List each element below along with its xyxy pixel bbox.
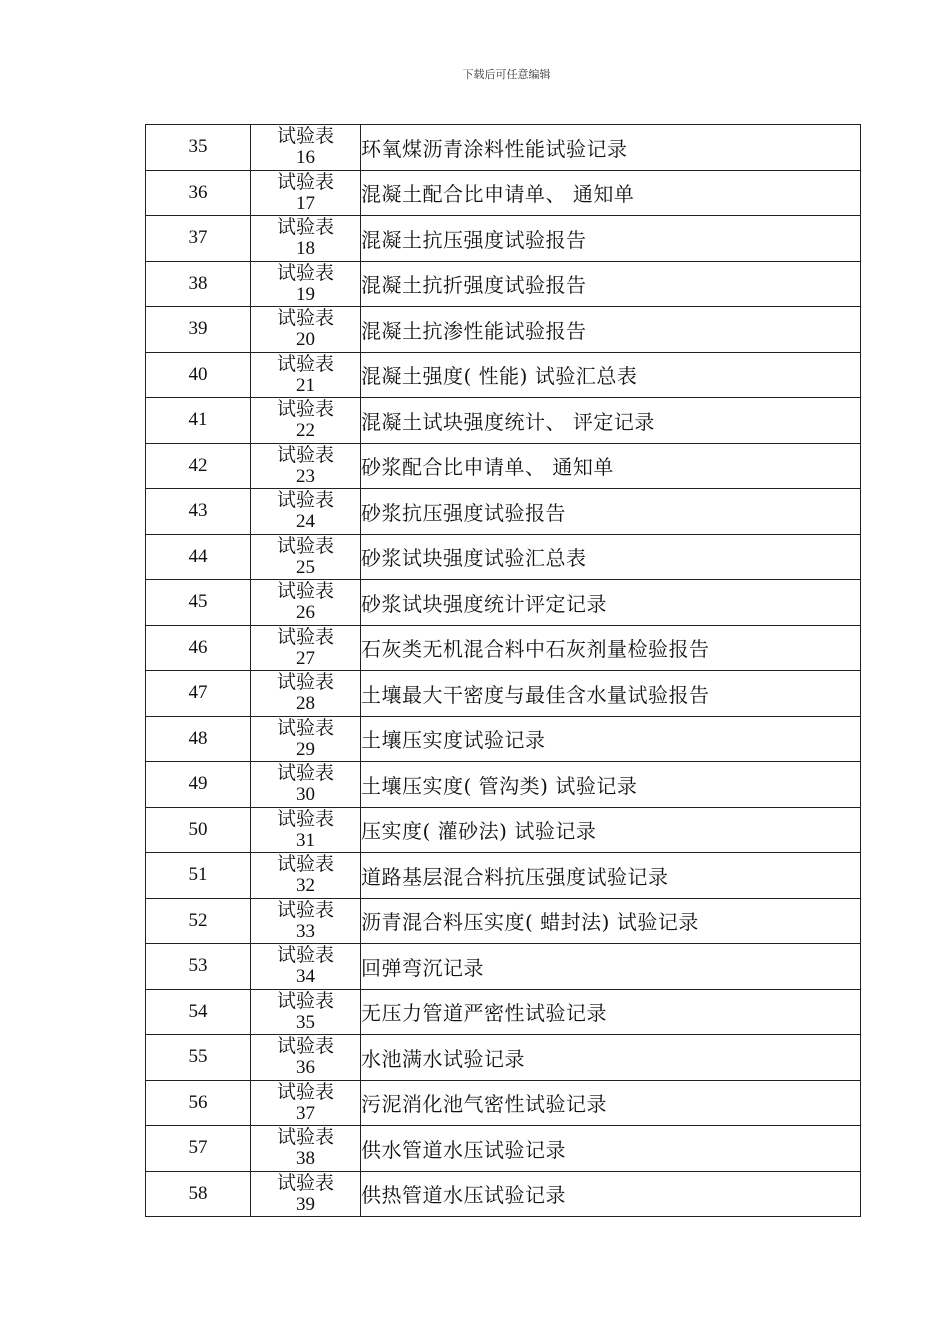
row-number-cell: 54 (146, 989, 251, 1035)
table-row (146, 671, 861, 717)
form-code-cell (251, 762, 361, 808)
table-row (146, 489, 861, 535)
record-name-cell: 石灰类无机混合料中石灰剂量检验报告 (361, 625, 861, 671)
table-row (146, 307, 861, 353)
form-code-cell (251, 1035, 361, 1081)
row-number-cell: 43 (146, 489, 251, 535)
record-name-cell: 土壤最大干密度与最佳含水量试验报告 (361, 671, 861, 717)
form-code-number: 29 (296, 738, 315, 760)
form-code-prefix: 试验表 (276, 762, 334, 785)
form-code-number: 19 (296, 283, 315, 305)
form-code-cell (251, 398, 361, 444)
form-code-cell (251, 125, 361, 171)
table-row (146, 1035, 861, 1081)
form-code-prefix: 试验表 (276, 216, 334, 239)
table-row (146, 170, 861, 216)
form-code-prefix: 试验表 (276, 261, 334, 284)
form-code-cell (251, 307, 361, 353)
form-code-prefix: 试验表 (276, 716, 334, 739)
record-name-cell: 混凝土试块强度统计、 评定记录 (361, 398, 861, 444)
row-number-cell: 55 (146, 1035, 251, 1081)
form-code-cell (251, 898, 361, 944)
record-name-cell: 混凝土抗折强度试验报告 (361, 261, 861, 307)
record-name-cell: 砂浆试块强度试验汇总表 (361, 534, 861, 580)
record-name-cell: 混凝土抗渗性能试验报告 (361, 307, 861, 353)
form-code-number: 17 (296, 192, 315, 214)
form-code-number: 32 (296, 875, 315, 897)
form-code-cell (251, 625, 361, 671)
form-code-cell (251, 534, 361, 580)
table-row (146, 762, 861, 808)
record-name-cell: 砂浆配合比申请单、 通知单 (361, 443, 861, 489)
table-row (146, 1171, 861, 1217)
form-code-cell (251, 853, 361, 899)
form-code-cell (251, 989, 361, 1035)
form-code-prefix: 试验表 (276, 1035, 334, 1058)
form-code-number: 38 (296, 1148, 315, 1170)
form-code-number: 22 (296, 420, 315, 442)
row-number-cell: 47 (146, 671, 251, 717)
form-code-number: 37 (296, 1102, 315, 1124)
table-row (146, 625, 861, 671)
form-code-number: 28 (296, 693, 315, 715)
row-number-cell: 53 (146, 944, 251, 990)
row-number-cell: 57 (146, 1126, 251, 1172)
row-number-cell: 49 (146, 762, 251, 808)
record-name-cell: 供水管道水压试验记录 (361, 1126, 861, 1172)
table-row (146, 352, 861, 398)
row-number-cell: 40 (146, 352, 251, 398)
form-code-number: 30 (296, 784, 315, 806)
form-code-prefix: 试验表 (276, 489, 334, 512)
form-code-cell (251, 1126, 361, 1172)
form-code-cell (251, 1080, 361, 1126)
form-code-cell (251, 170, 361, 216)
form-code-prefix: 试验表 (276, 1126, 334, 1149)
table-row (146, 261, 861, 307)
form-code-number: 33 (296, 920, 315, 942)
row-number-cell: 42 (146, 443, 251, 489)
record-name-cell: 水池满水试验记录 (361, 1035, 861, 1081)
record-name-cell: 土壤压实度试验记录 (361, 716, 861, 762)
record-name-cell: 砂浆试块强度统计评定记录 (361, 580, 861, 626)
header-note: 下载后可任意编辑 (462, 68, 551, 81)
record-name-cell: 压实度( 灌砂法) 试验记录 (361, 807, 861, 853)
row-number-cell: 36 (146, 170, 251, 216)
record-name-cell: 供热管道水压试验记录 (361, 1171, 861, 1217)
form-code-cell (251, 352, 361, 398)
form-code-prefix: 试验表 (276, 1080, 334, 1103)
record-name-cell: 土壤压实度( 管沟类) 试验记录 (361, 762, 861, 808)
table-row (146, 898, 861, 944)
row-number-cell: 50 (146, 807, 251, 853)
form-code-prefix: 试验表 (276, 1171, 334, 1194)
form-code-cell (251, 261, 361, 307)
row-number-cell: 45 (146, 580, 251, 626)
record-name-cell: 污泥消化池气密性试验记录 (361, 1080, 861, 1126)
form-code-cell (251, 489, 361, 535)
row-number-cell: 41 (146, 398, 251, 444)
table-row (146, 1080, 861, 1126)
form-code-prefix: 试验表 (276, 807, 334, 830)
form-code-number: 39 (296, 1193, 315, 1215)
row-number-cell: 39 (146, 307, 251, 353)
table-row (146, 580, 861, 626)
row-number-cell: 35 (146, 125, 251, 171)
form-code-number: 34 (296, 966, 315, 988)
form-code-number: 18 (296, 238, 315, 260)
table-row (146, 716, 861, 762)
records-table (145, 124, 861, 1217)
form-code-number: 21 (296, 374, 315, 396)
form-code-number: 36 (296, 1057, 315, 1079)
row-number-cell: 58 (146, 1171, 251, 1217)
form-code-number: 31 (296, 829, 315, 851)
form-code-number: 25 (296, 556, 315, 578)
record-name-cell: 混凝土抗压强度试验报告 (361, 216, 861, 262)
row-number-cell: 46 (146, 625, 251, 671)
record-name-cell: 道路基层混合料抗压强度试验记录 (361, 853, 861, 899)
row-number-cell: 56 (146, 1080, 251, 1126)
form-code-prefix: 试验表 (276, 853, 334, 876)
row-number-cell: 37 (146, 216, 251, 262)
form-code-prefix: 试验表 (276, 534, 334, 557)
form-code-prefix: 试验表 (276, 898, 334, 921)
row-number-cell: 51 (146, 853, 251, 899)
record-name-cell: 回弹弯沉记录 (361, 944, 861, 990)
table-row (146, 853, 861, 899)
form-code-cell (251, 216, 361, 262)
form-code-prefix: 试验表 (276, 989, 334, 1012)
form-code-cell (251, 807, 361, 853)
record-name-cell: 环氧煤沥青涂料性能试验记录 (361, 125, 861, 171)
form-code-number: 16 (296, 147, 315, 169)
form-code-prefix: 试验表 (276, 443, 334, 466)
table-row (146, 944, 861, 990)
form-code-cell (251, 671, 361, 717)
table-row (146, 534, 861, 580)
form-code-cell (251, 580, 361, 626)
form-code-cell (251, 944, 361, 990)
form-code-prefix: 试验表 (276, 352, 334, 375)
table-row (146, 125, 861, 171)
form-code-prefix: 试验表 (276, 671, 334, 694)
form-code-number: 27 (296, 647, 315, 669)
record-name-cell: 沥青混合料压实度( 蜡封法) 试验记录 (361, 898, 861, 944)
form-code-number: 24 (296, 511, 315, 533)
form-code-cell (251, 716, 361, 762)
table-row (146, 807, 861, 853)
form-code-prefix: 试验表 (276, 170, 334, 193)
form-code-cell (251, 1171, 361, 1217)
form-code-prefix: 试验表 (276, 625, 334, 648)
form-code-prefix: 试验表 (276, 580, 334, 603)
record-name-cell: 无压力管道严密性试验记录 (361, 989, 861, 1035)
row-number-cell: 48 (146, 716, 251, 762)
form-code-prefix: 试验表 (276, 398, 334, 421)
record-name-cell: 混凝土配合比申请单、 通知单 (361, 170, 861, 216)
record-name-cell: 混凝土强度( 性能) 试验汇总表 (361, 352, 861, 398)
table-row (146, 443, 861, 489)
record-name-cell: 砂浆抗压强度试验报告 (361, 489, 861, 535)
records-table-body (146, 125, 861, 1217)
row-number-cell: 44 (146, 534, 251, 580)
table-row (146, 1126, 861, 1172)
form-code-number: 35 (296, 1011, 315, 1033)
row-number-cell: 38 (146, 261, 251, 307)
table-row (146, 216, 861, 262)
form-code-number: 20 (296, 329, 315, 351)
form-code-cell (251, 443, 361, 489)
form-code-number: 23 (296, 465, 315, 487)
table-row (146, 989, 861, 1035)
form-code-prefix: 试验表 (276, 125, 334, 148)
row-number-cell: 52 (146, 898, 251, 944)
form-code-prefix: 试验表 (276, 307, 334, 330)
form-code-prefix: 试验表 (276, 944, 334, 967)
form-code-number: 26 (296, 602, 315, 624)
table-row (146, 398, 861, 444)
